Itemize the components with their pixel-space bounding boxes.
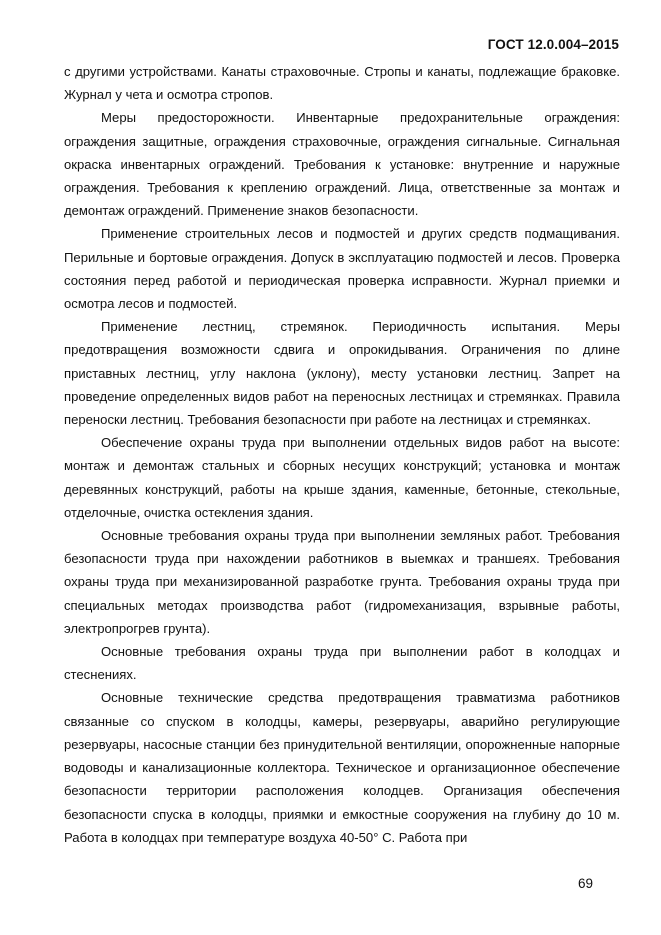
paragraph-wells-technical-means: Основные технические средства предотвращения травматизма работников связанные со спуском в колодцы, камеры, резервуары, аварийно регулирующие резервуары, насосные станции без принудительной вентиляции, опорожненные напорные водоводы и канализационные коллектора. Техническое и организационное обеспечение безопасности территории расположения колодцев. Организация обеспечения безопасности спуска в колодцы, приямки и емкостные сооружения на глубину до 10 м. Работа в колодцах при температуре воздуха 40-50° С. Работа при: [64, 690, 620, 845]
document-body: [64, 60, 620, 849]
paragraph-safety-barriers: Меры предосторожности. Инвентарные предохранительные ограждения: ограждения защитные, ограждения страховочные, ограждения сигнальные. Сигнальная окраска инвентарных ограждений. Требования к установке: внутренние и наружные ограждения. Требования к креплению ограждений. Лица, ответственные за монтаж и демонтаж ограждений. Применение знаков безопасности.: [64, 110, 620, 219]
paragraph-continuation: с другими устройствами. Канаты страховочные. Стропы и канаты, подлежащие браковке. Журнал у чета и осмотра стропов.: [64, 64, 620, 103]
paragraph-work-at-height: Обеспечение охраны труда при выполнении отдельных видов работ на высоте: монтаж и демонтаж стальных и сборных несущих конструкций; установка и монтаж деревянных конструкций, работы на крыше здания, каменные, бетонные, стекольные, отделочные, очистка остекления здания.: [64, 435, 620, 520]
paragraph-scaffolding: Применение строительных лесов и подмостей и других средств подмащивания. Перильные и бортовые ограждения. Допуск в эксплуатацию подмостей и лесов. Проверка состояния перед работой и периодическая проверка исправности. Журнал приемки и осмотра лесов и подмостей.: [64, 226, 620, 312]
paragraph-wells-requirements: Основные требования охраны труда при выполнении работ в колодцах и стеснениях.: [64, 644, 620, 683]
paragraph-ladders: Применение лестниц, стремянок. Периодичность испытания. Меры предотвращения возможности сдвига и опрокидывания. Ограничения по длине приставных лестниц, углу наклона (уклону), месту установки лестниц. Запрет на проведение определенных видов работ на переносных лестницах и стремянках. Правила переноски лестниц. Требования безопасности при работе на лестницах и стремянках.: [64, 319, 620, 428]
paragraph-earthworks: Основные требования охраны труда при выполнении земляных работ. Требования безопасности труда при нахождении работников в выемках и траншеях. Требования охраны труда при механизированной разработке грунта. Требования охраны труда при специальных методах производства работ (гидромеханизация, взрывные работы, электропрогрев грунта).: [64, 528, 620, 636]
page-number: 69: [578, 876, 594, 891]
document-code: ГОСТ 12.0.004–2015: [487, 37, 619, 52]
